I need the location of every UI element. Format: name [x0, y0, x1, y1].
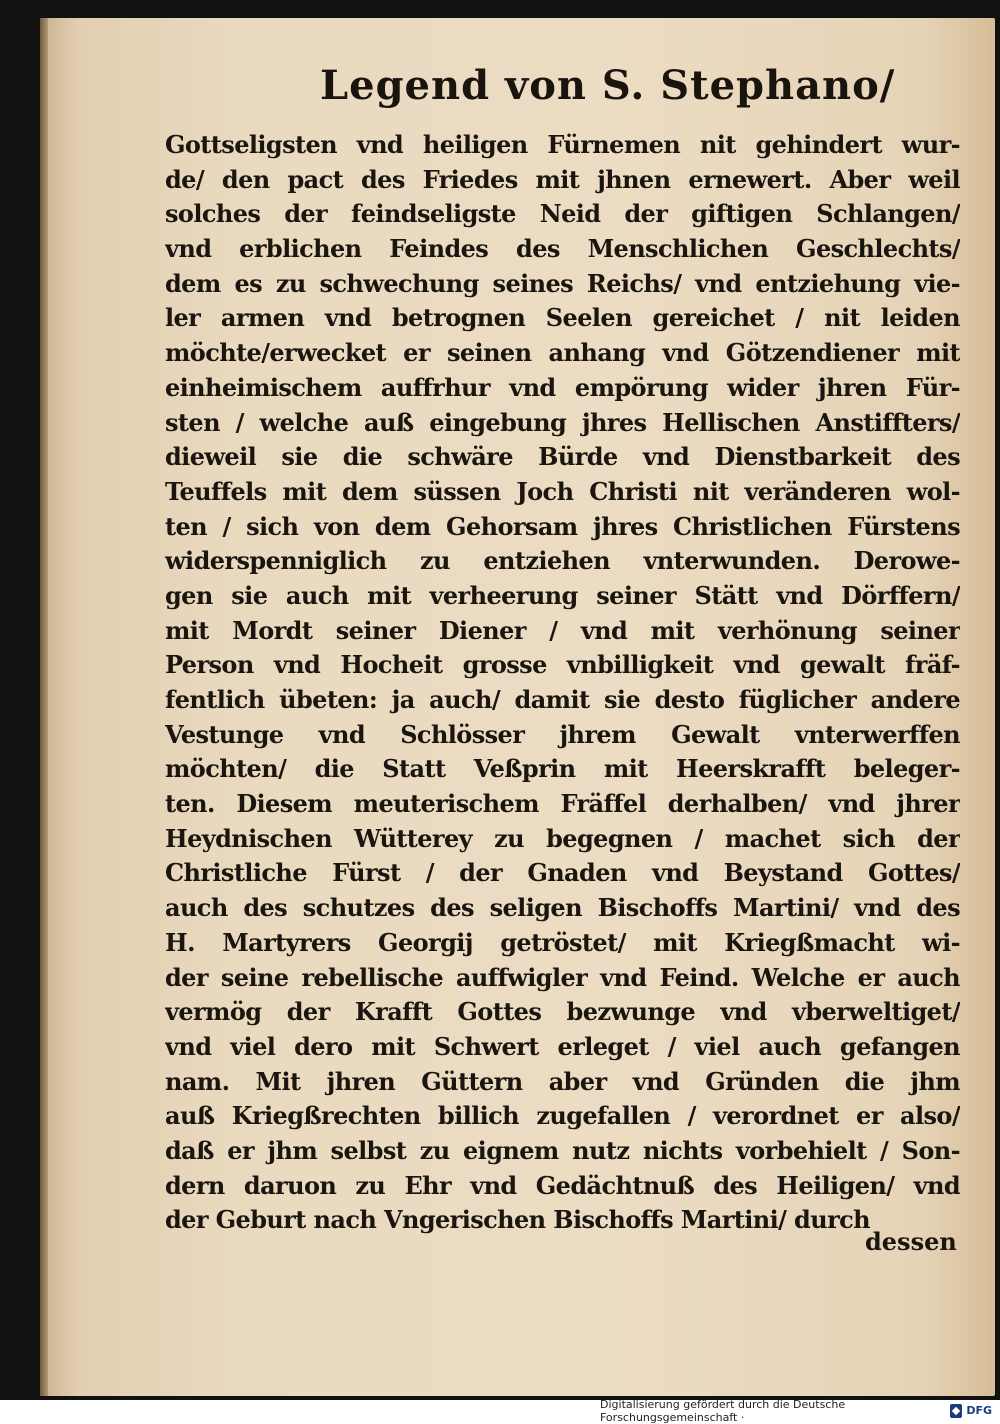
- text-line: sten / welche auß eingebung jhres Hellischen Anstiffters/: [165, 407, 960, 437]
- text-line: de/ den pact des Friedes mit jhnen ernewert. Aber weil: [165, 164, 960, 194]
- dfg-logo-word: DFG: [966, 1404, 992, 1417]
- text-line: dern daruon zu Ehr vnd Gedächtnuß des Heiligen/ vnd: [165, 1170, 960, 1200]
- text-line: Person vnd Hocheit grosse vnbilligkeit vnd gewalt fräf-: [165, 650, 960, 680]
- text-line: Christliche Fürst / der Gnaden vnd Beystand Gottes/: [165, 858, 960, 888]
- text-line: auß Kriegßrechten billich zugefallen / verordnet er also/: [165, 1101, 960, 1131]
- text-line: einheimischem auffrhur vnd empörung wider jhren Für-: [165, 372, 960, 402]
- text-line: vnd erblichen Feindes des Menschlichen Geschlechts/: [165, 234, 960, 264]
- body-text: [165, 128, 960, 1238]
- text-line: daß er jhm selbst zu eignem nutz nichts vorbehielt / Son-: [165, 1135, 960, 1165]
- text-line: fentlich übeten: ja auch/ damit sie desto füglicher andere: [165, 685, 960, 714]
- text-line: vnd viel dero mit Schwert erleget / viel auch gefangen: [165, 1031, 960, 1061]
- digitization-footer: [600, 1397, 992, 1424]
- text-line: Heydnischen Wütterey zu begegnen / machet sich der: [165, 823, 960, 853]
- text-line: gen sie auch mit verheerung seiner Stätt vnd Dörffern/: [165, 580, 960, 610]
- text-line: Vestunge vnd Schlösser jhrem Gewalt vnterwerffen: [165, 719, 960, 749]
- text-line: solches der feindseligste Neid der giftigen Schlangen/: [165, 199, 960, 229]
- footer-credit-text: Digitalisierung gefördert durch die Deutsche Forschungsgemeinschaft ·: [600, 1397, 846, 1424]
- text-line: Gottseligsten vnd heiligen Fürnemen nit gehindert wur-: [165, 130, 960, 159]
- running-head: Legend von S. Stephano/: [320, 62, 896, 109]
- page-gutter-edge: [40, 18, 48, 1396]
- text-line: möchte/erwecket er seinen anhang vnd Götzendiener mit: [165, 338, 960, 368]
- text-line: dieweil sie die schwäre Bürde vnd Dienstbarkeit des: [165, 442, 960, 472]
- text-line: der Geburt nach Vngerischen Bischoffs Martini/ durch: [165, 1205, 870, 1235]
- text-line: mit Mordt seiner Diener / vnd mit verhönung seiner: [165, 615, 960, 645]
- text-line: ler armen vnd betrognen Seelen gereichet / nit leiden: [165, 303, 960, 333]
- text-line: der seine rebellische auffwigler vnd Feind. Welche er auch: [165, 962, 960, 992]
- text-line: vermög der Krafft Gottes bezwunge vnd vberweltiget/: [165, 997, 960, 1027]
- text-line: ten / sich von dem Gehorsam jhres Christlichen Fürstens: [165, 511, 960, 541]
- text-line: auch des schutzes des seligen Bischoffs Martini/ vnd des: [165, 893, 960, 923]
- catchword: dessen: [865, 1227, 957, 1256]
- text-line: widerspenniglich zu entziehen vnterwunden. Derowe-: [165, 546, 960, 576]
- text-line: möchten/ die Statt Veßprin mit Heerskrafft beleger-: [165, 754, 960, 784]
- text-line: Teuffels mit dem süssen Joch Christi nit veränderen wol-: [165, 476, 960, 506]
- text-line: nam. Mit jhren Güttern aber vnd Gründen die jhm: [165, 1066, 960, 1096]
- dfg-logo-icon: [950, 1404, 962, 1418]
- text-line: ten. Diesem meuterischem Fräffel derhalben/ vnd jhrer: [165, 789, 960, 819]
- text-line: dem es zu schwechung seines Reichs/ vnd entziehung vie-: [165, 268, 960, 298]
- text-line: H. Martyrers Georgij getröstet/ mit Kriegßmacht wi-: [165, 927, 960, 957]
